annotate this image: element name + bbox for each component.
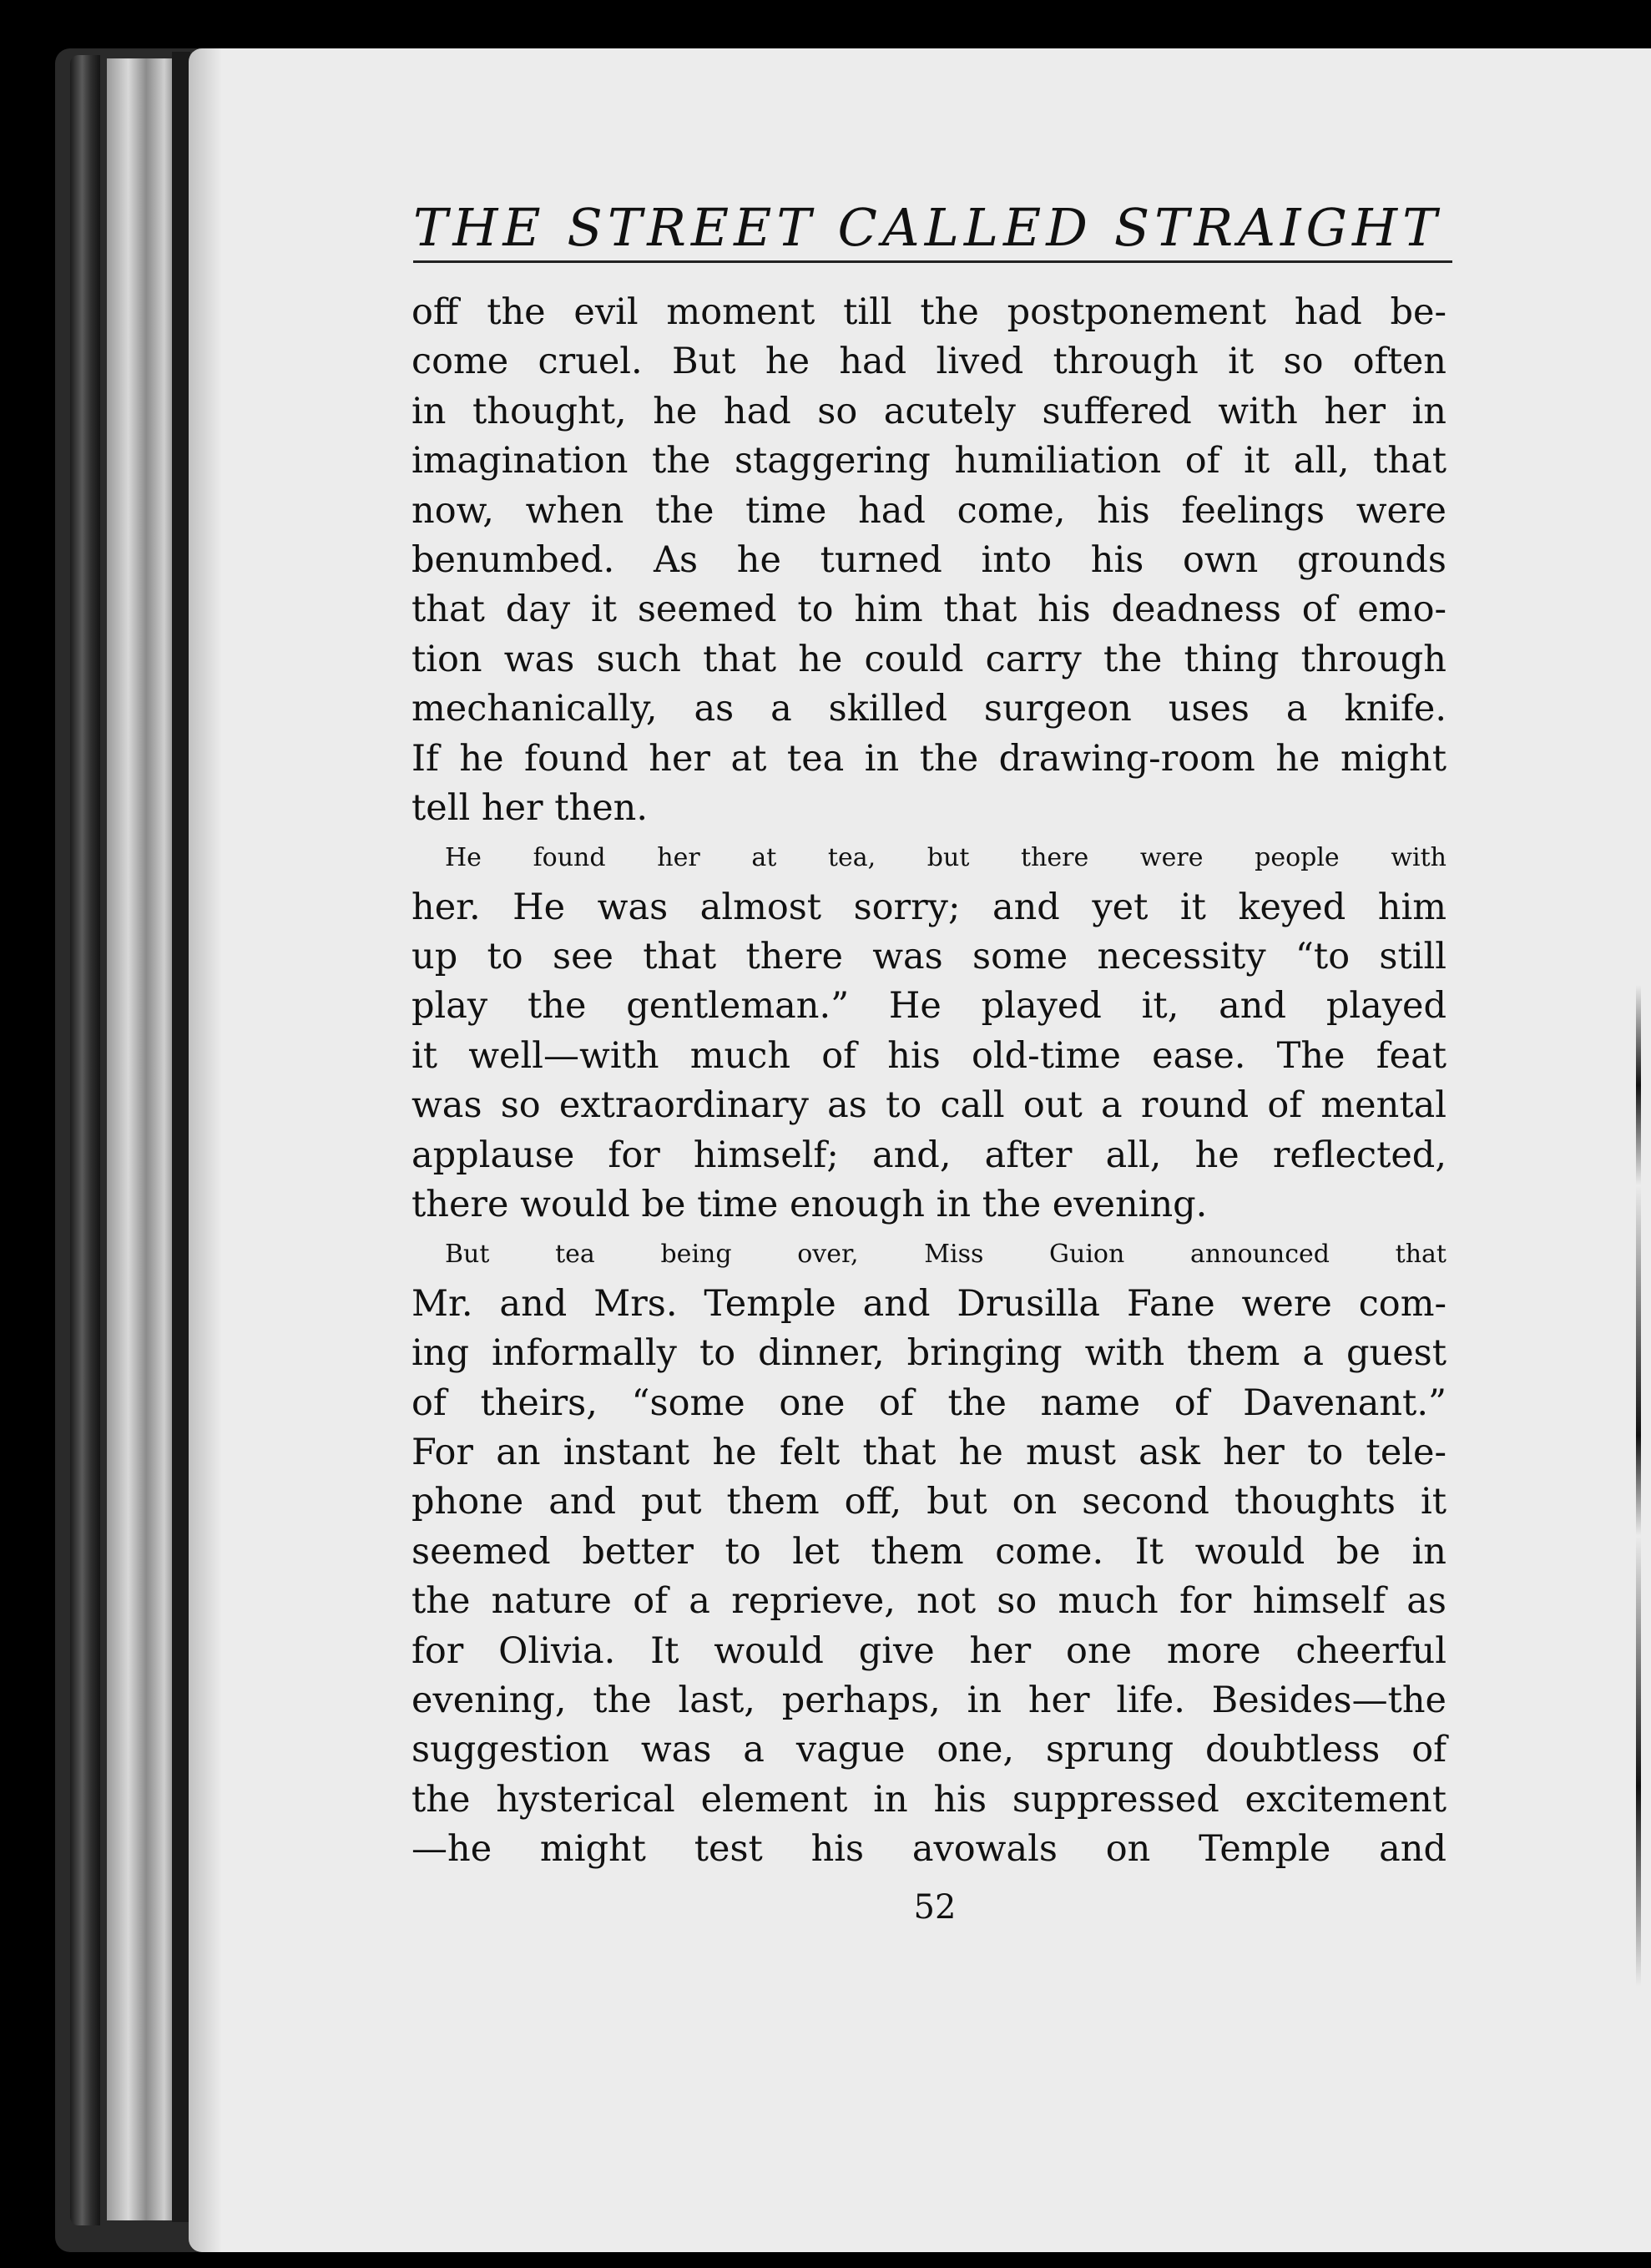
page-stack-edge <box>107 58 179 2220</box>
page-gutter-shade <box>189 48 222 2252</box>
text-line: tell her then. <box>411 786 649 829</box>
text-line: phone and put them off, but on second thoughts it <box>411 1481 1447 1523</box>
text-line: that day it seemed to him that his deadness of emo- <box>411 588 1447 631</box>
text-line: tion was such that he could carry the thing through <box>411 638 1447 680</box>
text-line: ing informally to dinner, bringing with them a guest <box>411 1332 1447 1375</box>
text-line: it well—with much of his old-time ease. The feat <box>411 1034 1447 1077</box>
text-line: for Olivia. It would give her one more cheerful <box>411 1629 1447 1672</box>
text-line: off the evil moment till the postponement had be- <box>411 291 1447 333</box>
right-edge-shadow <box>1636 985 1641 1987</box>
text-line: benumbed. As he turned into his own grounds <box>411 538 1447 581</box>
text-line: But tea being over, Miss Guion announced that <box>445 1240 1447 1270</box>
text-line: seemed better to let them come. It would be in <box>411 1530 1447 1573</box>
text-line: play the gentleman.” He played it, and played <box>411 985 1447 1028</box>
book-spine-edge <box>70 55 100 2225</box>
text-line: the nature of a reprieve, not so much for himself as <box>411 1580 1447 1623</box>
text-line: was so extraordinary as to call out a round of mental <box>411 1084 1447 1127</box>
text-line: up to see that there was some necessity “to still <box>411 936 1447 978</box>
text-line: in thought, he had so acutely suffered with her in <box>411 390 1447 432</box>
text-line: evening, the last, perhaps, in her life. Besides—the <box>411 1679 1447 1721</box>
running-head: THE STREET CALLED STRAIGHT <box>413 197 1442 258</box>
text-line: suggestion was a vague one, sprung doubtless of <box>411 1729 1447 1771</box>
text-line: the hysterical element in his suppressed excitement <box>411 1778 1447 1821</box>
text-line: her. He was almost sorry; and yet it keyed him <box>411 886 1447 928</box>
text-line: imagination the staggering humiliation of it all, that <box>411 440 1447 482</box>
text-line: there would be time enough in the evening. <box>411 1184 1208 1226</box>
body-text <box>411 288 1447 1875</box>
text-line: For an instant he felt that he must ask her to tele- <box>411 1431 1447 1473</box>
text-line: If he found her at tea in the drawing-room he might <box>411 737 1447 780</box>
text-line: now, when the time had come, his feelings were <box>411 489 1447 532</box>
text-line: —he might test his avowals on Temple and <box>411 1828 1447 1871</box>
gutter-shadow <box>172 52 190 2222</box>
text-line: of theirs, “some one of the name of Davenant.” <box>411 1382 1447 1424</box>
running-head-rule <box>413 260 1452 263</box>
text-line: mechanically, as a skilled surgeon uses a knife. <box>411 688 1447 730</box>
text-line: applause for himself; and, after all, he reflected, <box>411 1134 1447 1176</box>
text-line: Mr. and Mrs. Temple and Drusilla Fane were com- <box>411 1282 1447 1325</box>
text-line: come cruel. But he had lived through it so often <box>411 341 1447 383</box>
text-line: He found her at tea, but there were people with <box>445 843 1447 873</box>
page-number: 52 <box>913 1888 957 1927</box>
